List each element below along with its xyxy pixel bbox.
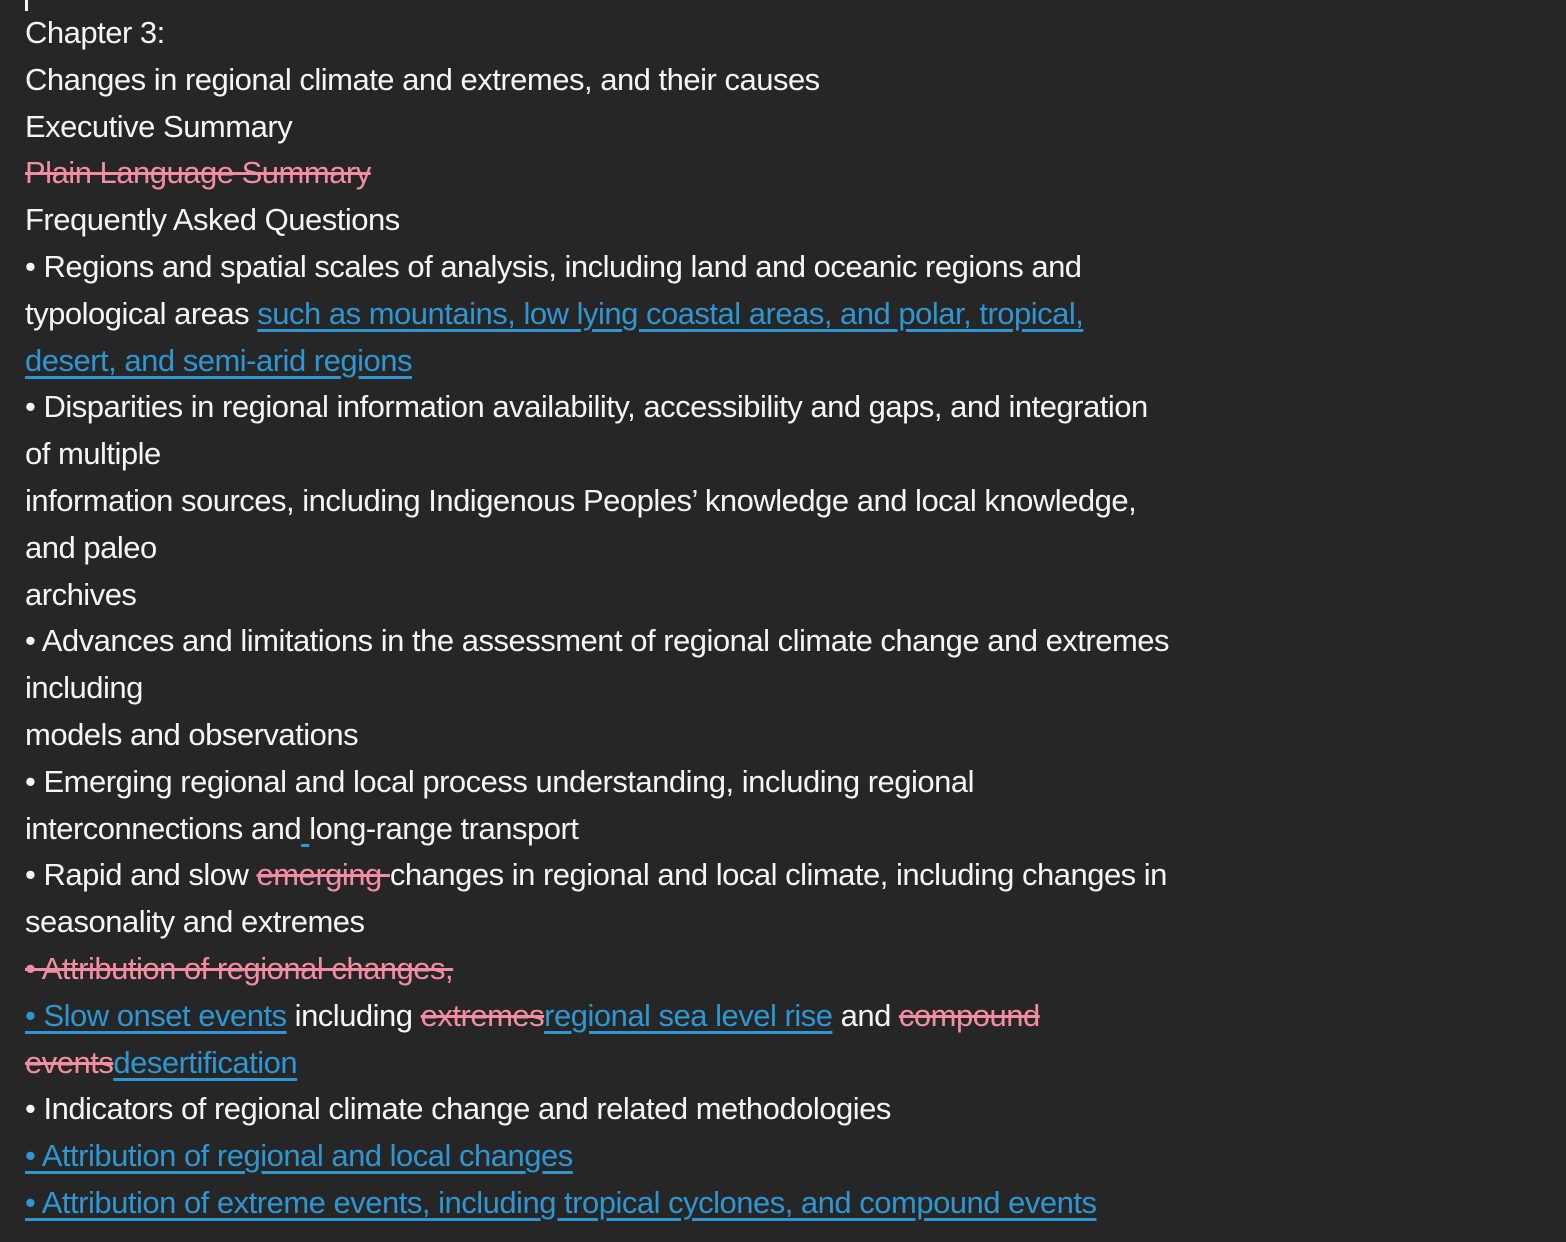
- text-line: [25, 1133, 1566, 1180]
- inserted-text: desertification: [113, 1044, 298, 1080]
- deleted-text: emerging: [256, 857, 390, 893]
- text-line: [25, 1040, 1566, 1087]
- deleted-text: events: [25, 1044, 114, 1080]
- text-line: [25, 10, 1566, 57]
- text-line: [25, 197, 1566, 244]
- text-segment: information sources, including Indigenous Peoples’ knowledge and local knowledge,: [25, 482, 1137, 518]
- text-segment: Executive Summary: [25, 108, 293, 144]
- text-segment: Frequently Asked Questions: [25, 202, 400, 238]
- inserted-text: regional sea level rise: [544, 997, 833, 1033]
- text-line: [25, 244, 1566, 291]
- text-segment: archives: [25, 576, 137, 612]
- text-segment: • Regions and spatial scales of analysis, including land and oceanic regions and: [25, 248, 1082, 284]
- text-segment: seasonality and extremes: [25, 904, 365, 940]
- text-segment: of multiple: [25, 436, 161, 472]
- text-segment: • Indicators of regional climate change and related methodologies: [25, 1091, 891, 1127]
- text-line: [25, 572, 1566, 619]
- text-segment: Chapter 3:: [25, 15, 165, 50]
- text-line: [25, 1180, 1566, 1227]
- text-line: [25, 806, 1566, 853]
- text-segment: • Emerging regional and local process understanding, including regional: [25, 763, 975, 799]
- text-line: [25, 291, 1566, 338]
- text-segment: interconnections and: [25, 810, 302, 846]
- text-line: [25, 104, 1566, 151]
- text-line: [25, 618, 1566, 665]
- text-line: [25, 478, 1566, 525]
- text-segment: and paleo: [25, 529, 157, 565]
- text-cursor: [25, 0, 28, 11]
- text-line: [25, 525, 1566, 572]
- text-line: [25, 57, 1566, 104]
- text-line: [25, 852, 1566, 899]
- text-segment: including: [286, 997, 421, 1033]
- inserted-text: [301, 811, 309, 846]
- deleted-text: extremes: [420, 997, 545, 1033]
- deleted-text: compound: [898, 997, 1040, 1033]
- inserted-text: • Slow onset events: [25, 997, 287, 1033]
- deleted-text: • Attribution of regional changes,: [25, 950, 454, 986]
- text-line: [25, 712, 1566, 759]
- text-segment: • Rapid and slow: [25, 857, 257, 893]
- text-line: [25, 150, 1566, 197]
- text-line: [25, 431, 1566, 478]
- text-line: [25, 946, 1566, 993]
- inserted-text: • Attribution of regional and local changes: [25, 1138, 573, 1174]
- text-line: [25, 993, 1566, 1040]
- document-lines: [25, 10, 1566, 1227]
- inserted-text: desert, and semi-arid regions: [25, 342, 412, 378]
- inserted-text: such as mountains, low lying coastal areas, and polar, tropical,: [257, 295, 1084, 331]
- text-segment: • Disparities in regional information availability, accessibility and gaps, and integration: [25, 389, 1148, 425]
- text-line: [25, 338, 1566, 385]
- deleted-text: Plain Language Summary: [25, 155, 371, 191]
- text-line: [25, 1086, 1566, 1133]
- text-segment: changes in regional and local climate, including changes in: [389, 857, 1167, 893]
- text-segment: and: [832, 997, 899, 1033]
- text-segment: • Advances and limitations in the assessment of regional climate change and extremes: [25, 623, 1170, 659]
- text-segment: typological areas: [25, 295, 258, 331]
- text-segment: including: [25, 670, 143, 706]
- text-line: [25, 759, 1566, 806]
- text-line: [25, 899, 1566, 946]
- text-segment: Changes in regional climate and extremes, and their causes: [25, 61, 820, 97]
- text-segment: models and observations: [25, 716, 359, 752]
- text-line: [25, 665, 1566, 712]
- inserted-text: • Attribution of extreme events, including tropical cyclones, and compound events: [25, 1184, 1097, 1220]
- text-segment: long-range transport: [309, 810, 579, 846]
- text-line: [25, 384, 1566, 431]
